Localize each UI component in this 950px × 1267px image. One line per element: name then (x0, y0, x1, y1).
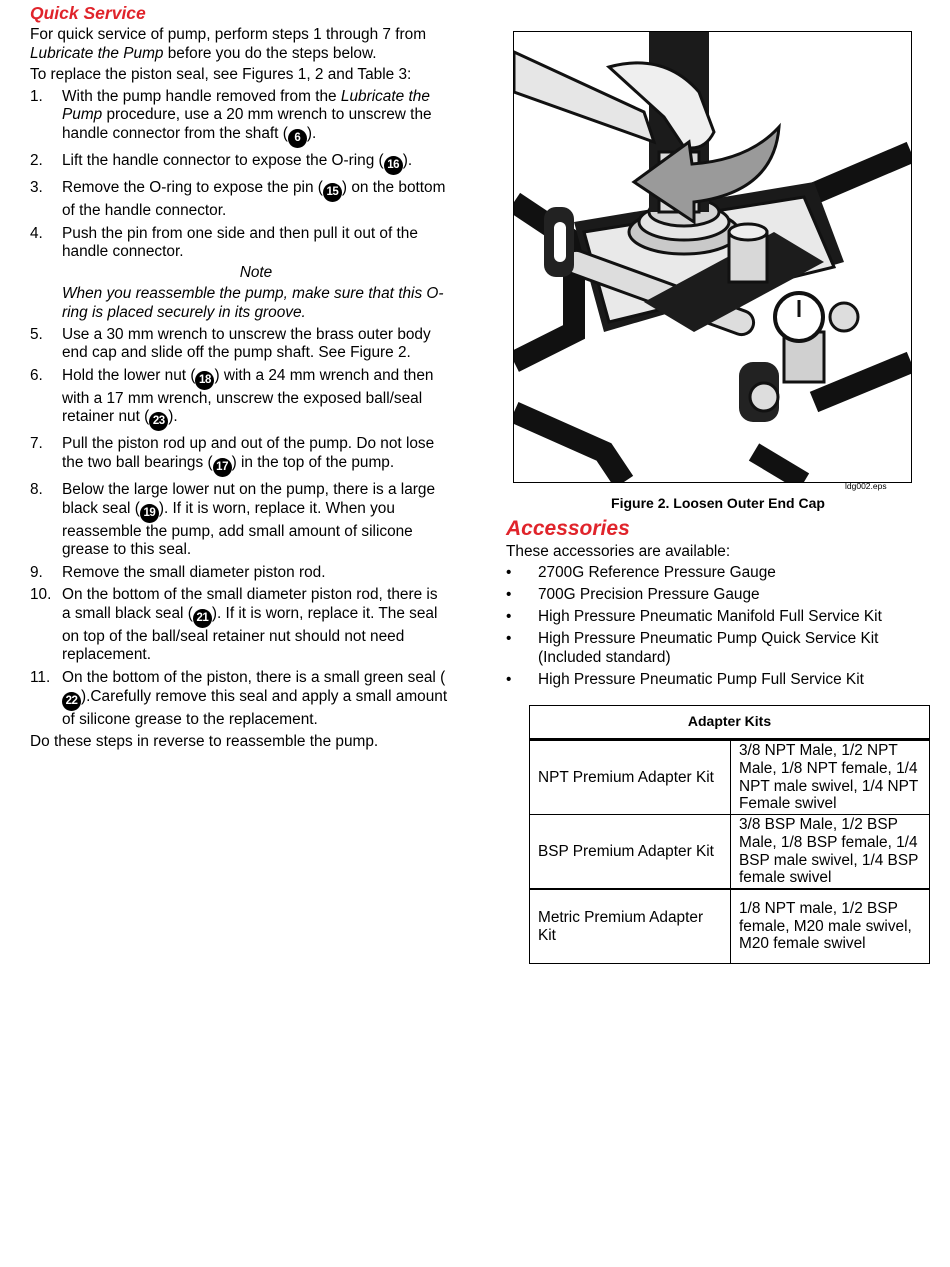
step-text: ). (168, 408, 178, 426)
step-number: 3. (30, 178, 43, 196)
part-number-badge: 19 (140, 504, 159, 523)
accessories-heading: Accessories (506, 517, 630, 540)
step-text-em: Lubricate the Pump (62, 87, 430, 124)
accessory-item: • 2700G Reference Pressure Gauge (506, 563, 930, 582)
intro-text-b: before you do the steps below. (163, 44, 377, 62)
replace-line: To replace the piston seal, see Figures 1, 2 and Table 3: (30, 66, 412, 84)
step-text: Lift the handle connector to expose the O-ring ( (62, 151, 384, 169)
step-text: Use a 30 mm wrench to unscrew the brass outer body end cap and slide off the pump shaft. See Figure 2. (62, 325, 431, 362)
step-number: 5. (30, 325, 43, 343)
step-text: ) on the bottom of the handle connector. (62, 178, 446, 219)
accessories-intro: These accessories are available: (506, 543, 731, 560)
table-row (530, 815, 930, 890)
kit-contents: 3/8 BSP Male, 1/2 BSP Male, 1/8 BSP female, 1/4 BSP male swivel, 1/4 BSP female swivel (731, 815, 930, 890)
step-text: ) with a 24 mm wrench and then with a 17 mm wrench, unscrew the exposed ball/seal retainer nut ( (62, 366, 434, 426)
quick-service-section (30, 2, 450, 755)
table-header: Adapter Kits (530, 706, 930, 740)
part-number-badge: 22 (62, 692, 81, 711)
step-text: ).Carefully remove this seal and apply a small amount of silicone grease to the replacement. (62, 687, 448, 728)
step-text: Below the large lower nut on the pump, there is a large black seal ( (62, 480, 436, 517)
step-text: ). (306, 124, 317, 142)
step-3 (30, 179, 450, 221)
quick-service-heading: Quick Service (30, 3, 146, 23)
step-text: Push the pin from one side and then pull it out of the handle connector. (62, 224, 418, 261)
step-number: 7. (30, 435, 43, 453)
step-9 (30, 564, 450, 583)
step-text: Pull the piston rod up and out of the pump. Do not lose the two ball bearings ( (62, 435, 435, 471)
closing-line: Do these steps in reverse to reassemble the pump. (30, 733, 379, 751)
step-text: With the pump handle removed from the (62, 87, 341, 105)
step-number: 10. (30, 586, 52, 604)
part-number-badge: 23 (149, 412, 168, 431)
table-row (530, 740, 930, 815)
adapter-kits-table (529, 705, 930, 964)
step-text: On the bottom of the small diameter piston rod, there is a small black seal ( (62, 586, 438, 622)
table-row (530, 889, 930, 964)
step-text: On the bottom of the piston, there is a small green seal ( (62, 669, 446, 687)
table-header-row (530, 706, 930, 740)
step-text: ). If it is worn, replace it. The seal on top of the ball/seal retainer nut should not need replacement. (62, 604, 438, 664)
part-number-badge: 15 (323, 183, 342, 202)
step-number: 6. (30, 366, 43, 384)
steps-list (30, 88, 450, 262)
note-text: When you reassemble the pump, make sure that this O-ring is placed securely in its groove. (62, 285, 444, 321)
step-text: ) in the top of the pump. (231, 453, 395, 471)
kit-contents: 3/8 NPT Male, 1/2 NPT Male, 1/8 NPT female, 1/4 NPT male swivel, 1/4 NPT Female swivel (731, 740, 930, 815)
part-number-badge: 18 (195, 371, 214, 390)
step-number: 8. (30, 480, 43, 498)
accessory-item: • 700G Precision Pressure Gauge (506, 585, 930, 604)
step-text: Hold the lower nut ( (62, 366, 196, 384)
figure-file-label: ldg002.eps (845, 481, 887, 491)
accessory-item: • High Pressure Pneumatic Manifold Full Service Kit (506, 607, 930, 626)
note-title: Note (239, 263, 273, 281)
part-number-badge: 16 (384, 156, 403, 175)
kit-name: BSP Premium Adapter Kit (530, 815, 731, 890)
figure-2-illustration (513, 31, 912, 483)
step-number: 1. (30, 87, 43, 105)
part-number-badge: 21 (193, 609, 212, 628)
step-2 (30, 152, 450, 175)
intro-text-em: Lubricate the Pump (30, 44, 164, 62)
steps-list-continued (30, 326, 450, 730)
pump-end-cap-drawing (514, 32, 911, 482)
step-11 (30, 669, 450, 729)
intro-text-a: For quick service of pump, perform steps 1 through 7 from (30, 26, 427, 43)
step-number: 11. (30, 669, 51, 687)
step-6 (30, 367, 450, 432)
step-10 (30, 586, 450, 665)
accessory-item: • High Pressure Pneumatic Pump Full Service Kit (506, 670, 930, 689)
step-5 (30, 326, 450, 363)
part-number-badge: 17 (213, 458, 232, 477)
step-4 (30, 225, 450, 262)
step-number: 2. (30, 151, 43, 169)
accessories-section (506, 516, 930, 692)
step-text: Remove the O-ring to expose the pin ( (62, 178, 323, 196)
step-8 (30, 481, 450, 560)
kit-name: Metric Premium Adapter Kit (530, 889, 731, 964)
part-number-badge: 6 (288, 129, 307, 148)
step-1 (30, 88, 450, 148)
step-text: Remove the small diameter piston rod. (62, 563, 326, 581)
step-text: ). (402, 151, 413, 169)
step-7 (30, 435, 450, 477)
figure-caption: Figure 2. Loosen Outer End Cap (611, 495, 825, 511)
step-text: procedure, use a 20 mm wrench to unscrew the handle connector from the shaft ( (62, 106, 432, 142)
accessories-list (506, 563, 930, 689)
accessory-item: • High Pressure Pneumatic Pump Quick Service Kit (Included standard) (506, 629, 930, 667)
intro-paragraph (30, 26, 450, 63)
step-text: ). If it is worn, replace it. When you reassemble the pump, add small amount of silicone grease to this seal. (62, 499, 413, 559)
kit-contents: 1/8 NPT male, 1/2 BSP female, M20 male swivel, M20 female swivel (731, 889, 930, 964)
step-number: 4. (30, 224, 43, 242)
step-number: 9. (30, 563, 43, 581)
kit-name: NPT Premium Adapter Kit (530, 740, 731, 815)
